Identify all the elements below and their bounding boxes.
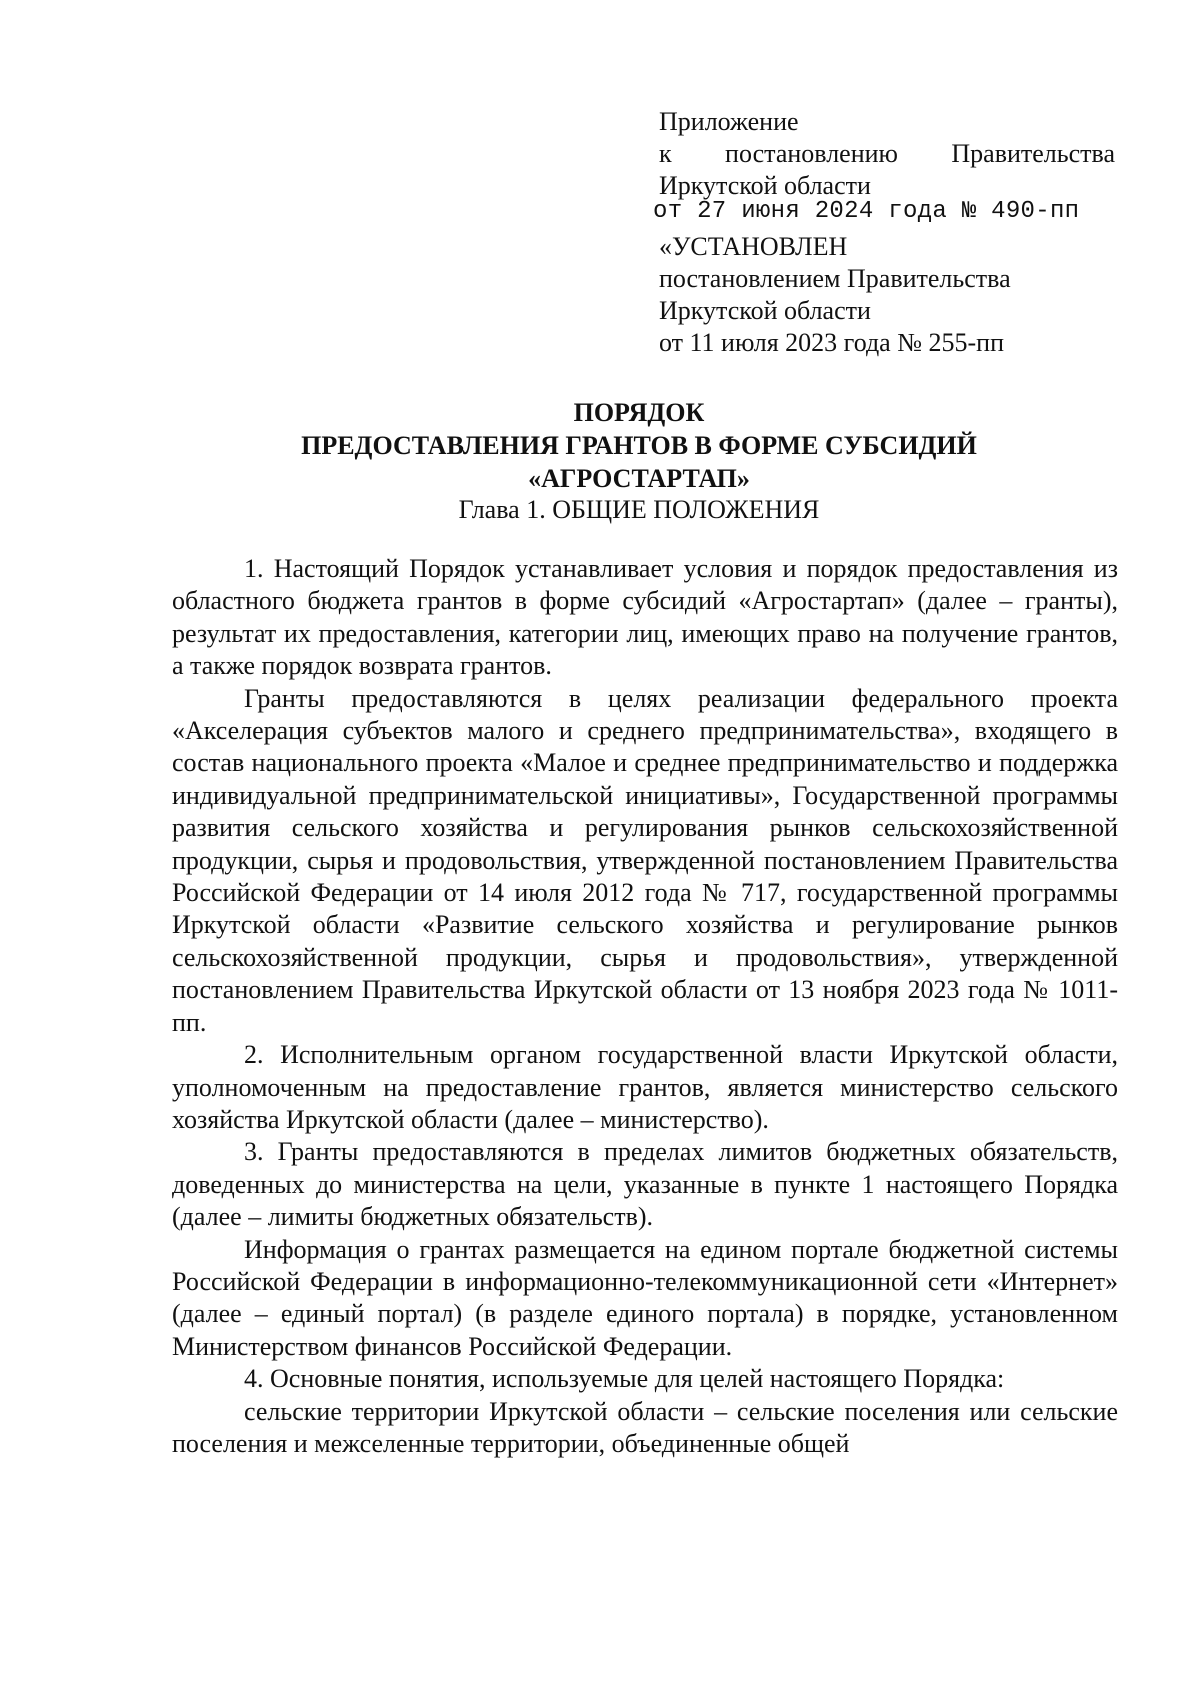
approval-header <box>653 106 1115 366</box>
title-line-3: «АГРОСТАРТАП» <box>528 464 750 493</box>
appendix-label: Приложение <box>659 107 799 136</box>
body-text <box>172 553 1118 1460</box>
paragraph-2: 2. Исполнительным органом государственной власти Иркутской области, уполномоченным на предоставление грантов, является министерство сельского хозяйства Иркутской области (далее – министерство). <box>172 1040 1118 1134</box>
appendix-region-line: Иркутской области <box>659 171 871 200</box>
paragraph-3: 3. Гранты предоставляются в пределах лимитов бюджетных обязательств, доведенных до министерства на цели, указанные в пункте 1 настоящего Порядка (далее – лимиты бюджетных обязательств). <box>172 1137 1118 1232</box>
document-title <box>160 396 1118 495</box>
established-by-line: постановлением Правительства <box>659 264 1011 293</box>
paragraph-4: 4. Основные понятия, используемые для целей настоящего Порядка: <box>244 1364 1005 1394</box>
established-region-line: Иркутской области <box>659 296 871 325</box>
paragraph-rural-territories: сельские территории Иркутской области – сельские поселения или сельские поселения и межселенные территории, объединенные общей <box>172 1396 1118 1458</box>
paragraph-portal-info: Информация о грантах размещается на едином портале бюджетной системы Российской Федерации в информационно-телекоммуникационной сети «Интернет» (далее – единый портал) (в разделе единого портала) в порядке, установленном Министерством финансов Российской Федерации. <box>172 1234 1118 1361</box>
title-line-1: ПОРЯДОК <box>573 398 705 427</box>
established-label: «УСТАНОВЛЕН <box>659 232 848 261</box>
established-date-number: от 11 июля 2023 года № 255-пп <box>659 328 1005 357</box>
appendix-reference-line: к постановлению Правительства <box>659 139 1115 168</box>
paragraph-1: 1. Настоящий Порядок устанавливает условия и порядок предоставления из областного бюджета грантов в форме субсидий «Агростартап» (далее – гранты), результат их предоставления, категории лиц, имеющих право на получение грантов, а также порядок возврата грантов. <box>172 554 1118 681</box>
chapter-heading: Глава 1. ОБЩИЕ ПОЛОЖЕНИЯ <box>458 495 820 524</box>
appendix-date-number: от 27 июня 2024 года № 490-пп <box>653 198 1080 225</box>
paragraph-grants-purpose: Гранты предоставляются в целях реализации федерального проекта «Акселерация субъектов малого и среднего предпринимательства», входящего в состав национального проекта «Малое и среднее предпринимательство и поддержка индивидуальной предпринимательской инициативы», Государственной программы развития сельского хозяйства и регулирования рынков сельскохозяйственной продукции, сырья и продовольствия, утвержденной постановлением Правительства Российской Федерации от 14 июля 2012 года № 717, государственной программы Иркутской области «Развитие сельского хозяйства и регулирование рынков сельскохозяйственной продукции, сырья и продовольствия», утвержденной постановлением Правительства Иркутской области от 13 ноября 2023 года № 1011-пп. <box>172 683 1118 1037</box>
title-line-2: ПРЕДОСТАВЛЕНИЯ ГРАНТОВ В ФОРМЕ СУБСИДИЙ <box>301 431 977 460</box>
